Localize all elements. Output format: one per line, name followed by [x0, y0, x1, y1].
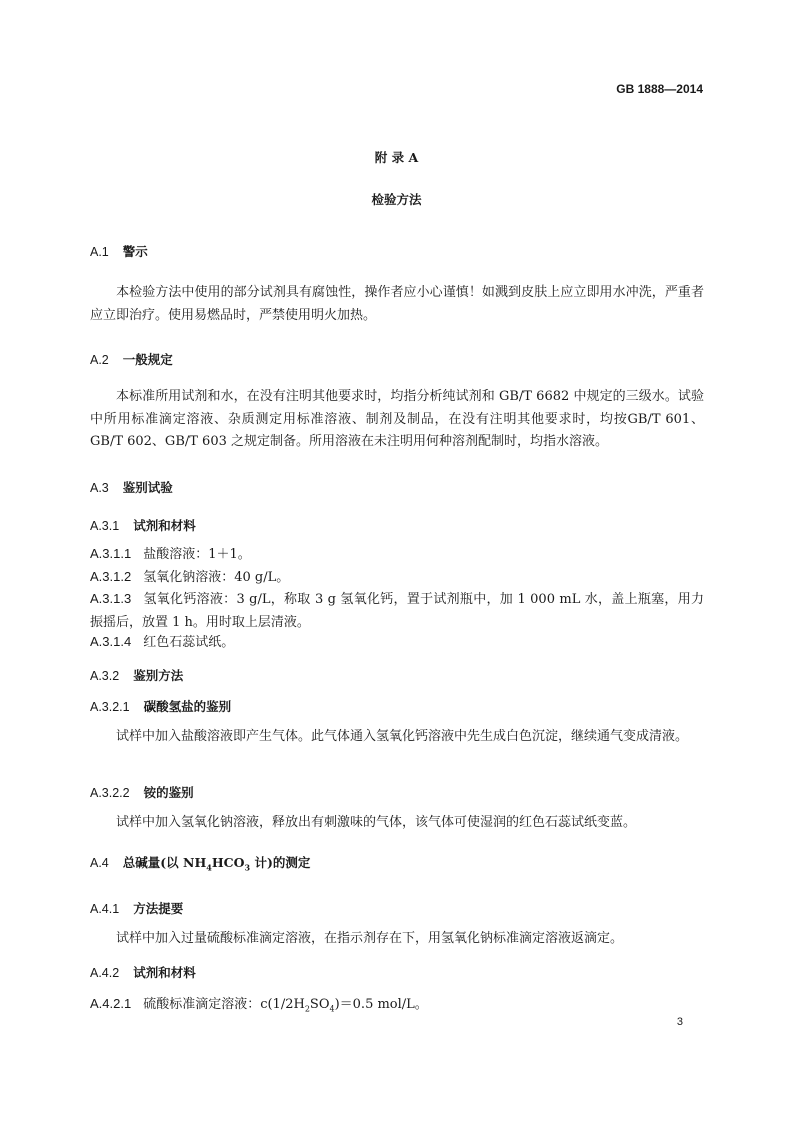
section-a1-text	[90, 282, 704, 327]
section-number: A.3	[90, 481, 109, 495]
section-title: 试剂和材料	[133, 965, 196, 980]
paragraph: 本标准所用试剂和水，在没有注明其他要求时，均指分析纯试剂和 GB/T 6682 中规定的三级水。试验中所用标准滴定溶液、杂质测定用标准溶液、制剂及制品，在没有注明其他要求时，均按GB/T 601、GB/T 602、GB/T 603 之规定制备。所用溶液在未注明用何种溶剂配制时，均指水溶液。	[90, 389, 704, 449]
section-a3-heading	[90, 478, 173, 496]
section-number: A.3.2	[90, 669, 120, 683]
section-a322-text	[90, 812, 704, 835]
subscript: 4	[329, 1004, 335, 1014]
item-text: 红色石蕊试纸。	[143, 635, 235, 650]
section-a2-heading	[90, 350, 173, 368]
subscript: 3	[244, 862, 251, 873]
subscript: 4	[206, 862, 212, 873]
item-a314	[90, 631, 704, 655]
section-title: 试剂和材料	[133, 518, 196, 533]
item-text: 盐酸溶液：1＋1。	[143, 547, 251, 562]
item-number: A.4.2.1	[90, 996, 132, 1011]
section-number: A.3.1	[90, 519, 120, 533]
paragraph: 试样中加入过量硫酸标准滴定溶液，在指示剂存在下，用氢氧化钠标准滴定溶液返滴定。	[116, 931, 624, 946]
standard-code: GB 1888—2014	[616, 82, 703, 96]
item-text-post: )＝0.5 mol/L。	[334, 997, 428, 1012]
item-number: A.3.1.2	[90, 569, 132, 584]
section-number: A.4.1	[90, 902, 120, 916]
section-title: 铵的鉴别	[143, 785, 194, 800]
item-text-pre: 硫酸标准滴定溶液：c(1/2H	[143, 997, 305, 1012]
item-number: A.3.1.4	[90, 634, 132, 649]
section-a1-heading	[90, 242, 148, 260]
section-number: A.4.2	[90, 966, 120, 980]
section-a31-heading	[90, 516, 196, 534]
item-a421	[90, 993, 704, 1021]
item-number: A.3.1.3	[90, 591, 132, 606]
paragraph: 试样中加入氢氧化钠溶液，释放出有刺激味的气体，该气体可使湿润的红色石蕊试纸变蓝。	[116, 815, 637, 830]
section-a4-heading	[90, 853, 310, 873]
appendix-subtitle: 检验方法	[371, 192, 422, 207]
section-number: A.4	[90, 856, 109, 870]
section-a32-heading	[90, 666, 183, 684]
section-number: A.3.2.2	[90, 786, 130, 800]
section-number: A.1	[90, 245, 109, 259]
paragraph: 试样中加入盐酸溶液即产生气体。此气体通入氢氧化钙溶液中先生成白色沉淀，继续通气变成清液。	[116, 729, 689, 744]
section-title-post: 计)的测定	[250, 855, 311, 870]
item-text: 氢氧化钙溶液：3 g/L，称取 3 g 氢氧化钙，置于试剂瓶中，加 1 000 mL 水，盖上瓶塞，用力振摇后，放置 1 h。用时取上层清液。	[90, 592, 704, 630]
item-number: A.3.1.1	[90, 546, 132, 561]
section-title-mid: HCO	[211, 855, 245, 870]
item-text: 氢氧化钠溶液：40 g/L。	[143, 570, 290, 585]
section-title: 一般规定	[122, 352, 173, 367]
section-a2-text	[90, 386, 704, 454]
section-title: 鉴别试验	[122, 480, 173, 495]
section-number: A.3.2.1	[90, 700, 130, 714]
item-a311	[90, 543, 704, 567]
item-text-mid: SO	[309, 997, 330, 1012]
appendix-title: 附 录 A	[374, 150, 419, 165]
section-a41-text	[90, 928, 704, 951]
section-title: 警示	[122, 244, 148, 259]
item-a312	[90, 566, 704, 590]
item-a313	[90, 588, 704, 634]
section-title: 鉴别方法	[133, 668, 184, 683]
page-number: 3	[676, 1016, 683, 1028]
section-a41-heading	[90, 899, 183, 917]
section-title: 方法提要	[133, 901, 184, 916]
section-number: A.2	[90, 353, 109, 367]
section-a321-heading	[90, 697, 231, 715]
section-title: 碳酸氢盐的鉴别	[143, 699, 232, 714]
paragraph: 本检验方法中使用的部分试剂具有腐蚀性，操作者应小心谨慎！如溅到皮肤上应立即用水冲洗，严重者应立即治疗。使用易燃品时，严禁使用明火加热。	[90, 285, 704, 323]
subscript: 2	[304, 1004, 310, 1014]
section-a321-text	[90, 726, 704, 749]
section-a42-heading	[90, 963, 196, 981]
section-a322-heading	[90, 783, 194, 801]
section-title-pre: 总碱量(以 NH	[122, 855, 207, 870]
